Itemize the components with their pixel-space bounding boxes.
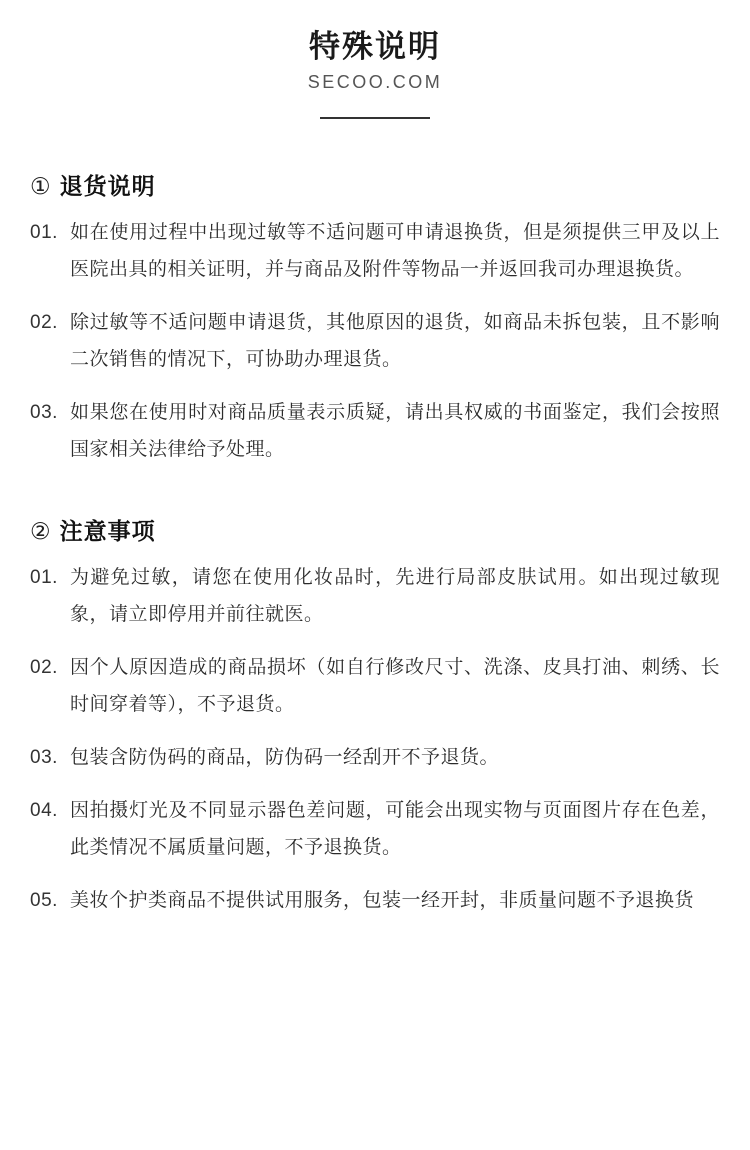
list-item [30,792,720,866]
brand-subtitle: SECOO.COM [307,71,443,92]
list-item-index: 01. [30,221,58,243]
list-item [30,739,720,776]
list-item-text: 因拍摄灯光及不同显示器色差问题，可能会出现实物与页面图片存在色差，此类情况不属质量问题，不予退换货。 [70,800,720,859]
list-item [30,649,720,723]
list-item [30,214,720,288]
page-title: 特殊说明 [309,29,441,64]
section-marker-icon: ① [30,172,51,199]
list-item [30,304,720,378]
list-item-text: 除过敏等不适问题申请退货，其他原因的退货，如商品未拆包装，且不影响二次销售的情况下，可协助办理退货。 [70,311,720,370]
list-item [30,394,720,468]
list-item-index: 05. [30,890,58,912]
list-item-text: 如果您在使用时对商品质量表示质疑，请出具权威的书面鉴定，我们会按照国家相关法律给予处理。 [70,402,720,461]
section-title: 退货说明 [59,172,156,199]
list-item-index: 02. [30,311,58,333]
section-title: 注意事项 [59,518,156,545]
section-header [30,520,720,543]
page-content [0,172,750,960]
list-item-index: 02. [30,657,58,679]
list-item-text: 因个人原因造成的商品损坏（如自行修改尺寸、洗涤、皮具打油、刺绣、长时间穿着等），不予退货。 [70,657,720,716]
list-item-text: 为避免过敏，请您在使用化妆品时，先进行局部皮肤试用。如出现过敏现象，请立即停用并前往就医。 [70,567,720,626]
list-item [30,882,720,919]
section-marker-icon: ② [30,518,51,545]
list-item-index: 04. [30,800,58,822]
list-item-text: 如在使用过程中出现过敏等不适问题可申请退换货，但是须提供三甲及以上医院出具的相关证明，并与商品及附件等物品一并返回我司办理退换货。 [70,221,720,280]
list-item-index: 01. [30,567,58,589]
list-item-text: 美妆个护类商品不提供试用服务，包装一经开封，非质量问题不予退换货 [70,890,695,912]
section-precautions [30,520,720,919]
section-return-policy [30,172,720,468]
page-header [0,0,750,119]
list-item [30,559,720,633]
header-divider [320,117,430,119]
section-header [30,172,720,199]
list-item-index: 03. [30,402,58,424]
list-item-text: 包装含防伪码的商品，防伪码一经刮开不予退货。 [70,747,500,769]
list-item-index: 03. [30,747,58,769]
